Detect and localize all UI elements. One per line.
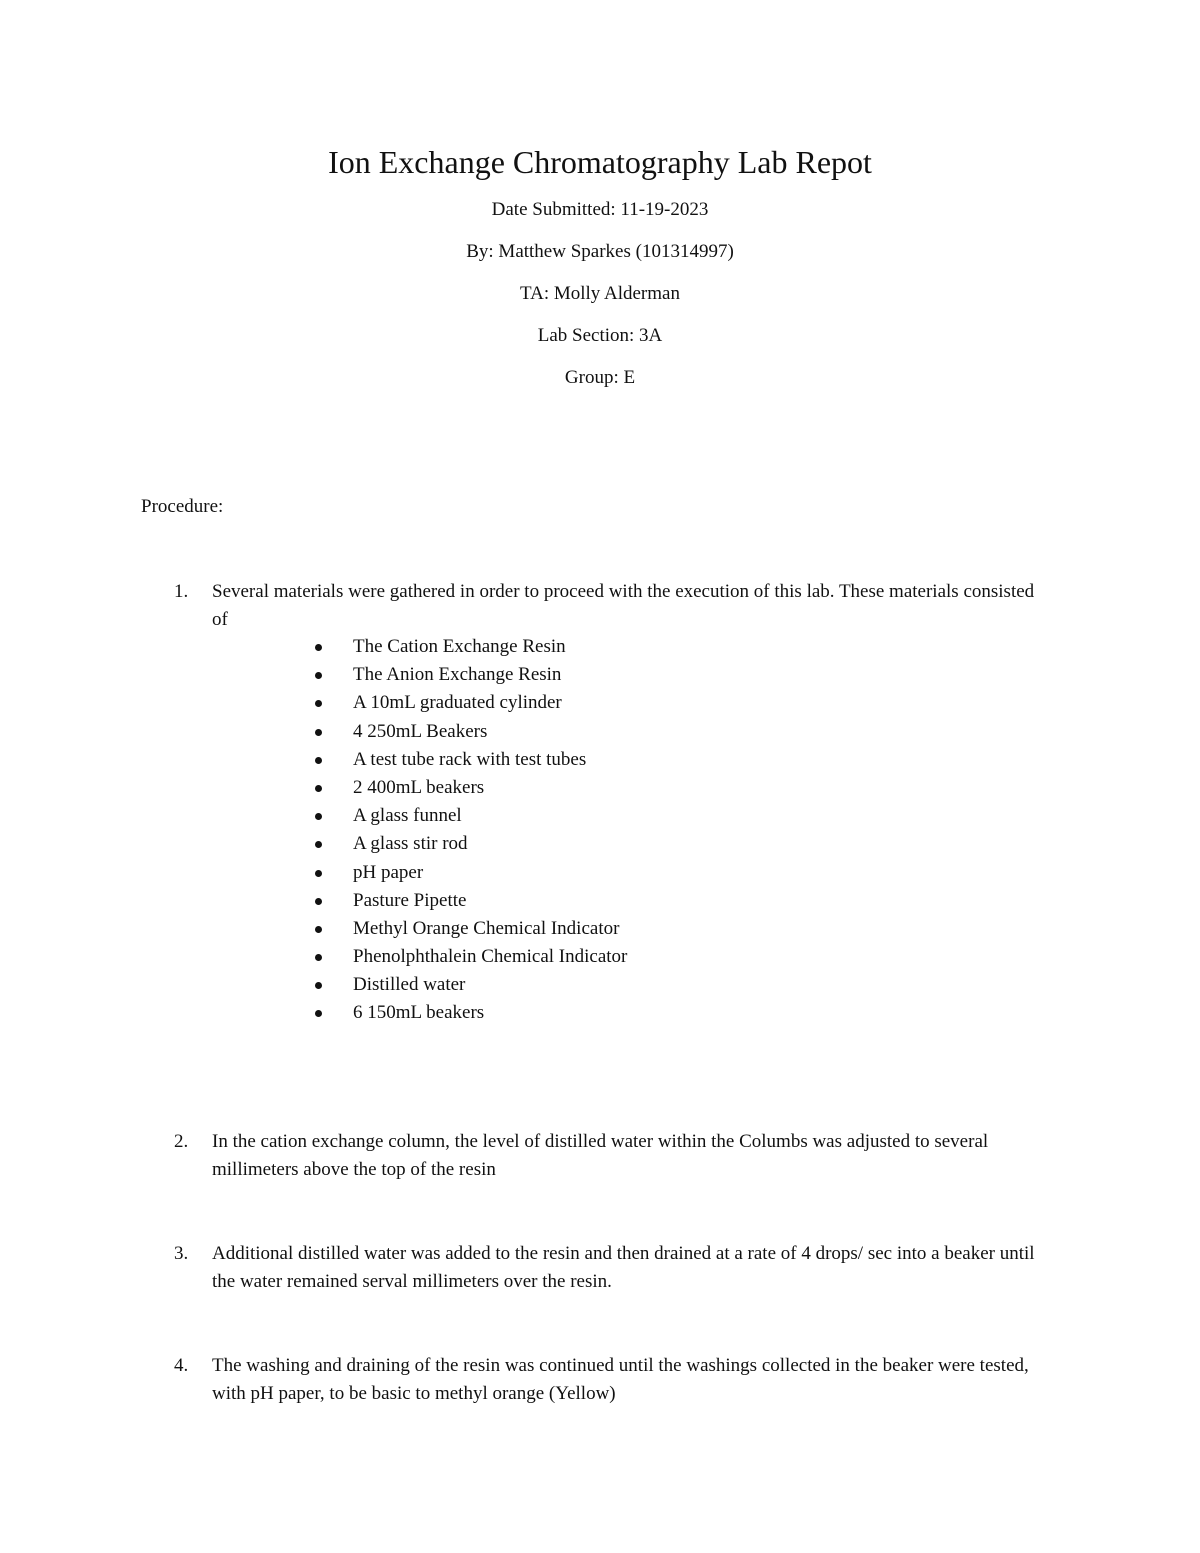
ta-line: TA: Molly Alderman xyxy=(520,283,680,304)
material-label: Phenolphthalein Chemical Indicator xyxy=(353,946,628,968)
list-item xyxy=(310,718,627,746)
material-label: A glass stir rod xyxy=(353,833,468,855)
list-item xyxy=(310,999,627,1027)
step-number: 2. xyxy=(174,1131,189,1152)
material-label: pH paper xyxy=(353,861,424,883)
material-label: The Anion Exchange Resin xyxy=(353,664,562,686)
list-item xyxy=(310,746,627,774)
material-label: A glass funnel xyxy=(353,805,462,827)
list-item xyxy=(310,915,627,943)
step-text: In the cation exchange column, the level of distilled water within the Columbs was adjusted to several millimeters above the top of the resin xyxy=(212,1131,989,1180)
bullet-icon xyxy=(315,700,322,707)
list-item xyxy=(310,830,627,858)
author-line: By: Matthew Sparkes (101314997) xyxy=(466,241,734,262)
document-title: Ion Exchange Chromatography Lab Repot xyxy=(328,144,872,180)
material-label: Pasture Pipette xyxy=(353,889,467,911)
material-label: A test tube rack with test tubes xyxy=(353,748,587,770)
lab-section-line: Lab Section: 3A xyxy=(537,325,663,346)
bullet-icon xyxy=(315,954,322,961)
bullet-icon xyxy=(315,672,322,679)
material-label: Methyl Orange Chemical Indicator xyxy=(353,917,620,939)
material-label: 2 400mL beakers xyxy=(353,776,485,798)
list-item xyxy=(310,802,627,830)
list-item xyxy=(310,774,627,802)
step-number: 3. xyxy=(174,1243,189,1264)
bullet-icon xyxy=(315,757,322,764)
step-text: Several materials were gathered in order to proceed with the execution of this lab. These materials consisted of xyxy=(212,581,1035,630)
bullet-icon xyxy=(315,1010,322,1017)
list-item xyxy=(310,859,627,887)
material-label: The Cation Exchange Resin xyxy=(353,636,566,657)
bullet-icon xyxy=(315,841,322,848)
bullet-icon xyxy=(315,982,322,989)
list-item xyxy=(310,633,627,661)
bullet-icon xyxy=(315,644,322,651)
bullet-icon xyxy=(315,898,322,905)
bullet-icon xyxy=(315,729,322,736)
material-label: A 10mL graduated cylinder xyxy=(353,692,562,714)
list-item xyxy=(310,887,627,915)
list-item xyxy=(310,689,627,717)
list-item xyxy=(310,943,627,971)
date-submitted: Date Submitted: 11-19-2023 xyxy=(491,199,709,220)
procedure-heading: Procedure: xyxy=(141,496,224,517)
materials-list xyxy=(310,633,627,1028)
step-number: 1. xyxy=(174,581,189,602)
step-number: 4. xyxy=(174,1355,189,1376)
bullet-icon xyxy=(315,870,322,877)
bullet-icon xyxy=(315,813,322,820)
material-label: 4 250mL Beakers xyxy=(353,720,488,742)
group-line: Group: E xyxy=(564,367,636,388)
step-text: The washing and draining of the resin was continued until the washings collected in the beaker were tested, with pH paper, to be basic to methyl orange (Yellow) xyxy=(212,1355,1029,1404)
material-label: 6 150mL beakers xyxy=(353,1002,485,1024)
list-item xyxy=(310,971,627,999)
step-text: Additional distilled water was added to the resin and then drained at a rate of 4 drops/ sec into a beaker until the water remained serval millimeters over the resin. xyxy=(212,1243,1035,1292)
bullet-icon xyxy=(315,926,322,933)
list-item xyxy=(310,661,627,689)
material-label: Distilled water xyxy=(353,974,466,996)
bullet-icon xyxy=(315,785,322,792)
